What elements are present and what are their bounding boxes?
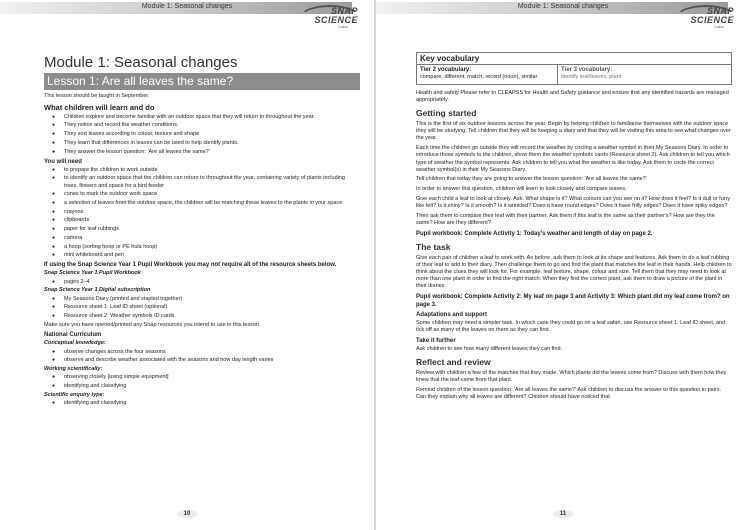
workbook-list [44,279,360,286]
tier3-cell [558,65,624,83]
module-title: Module 1: Seasonal changes [44,54,238,71]
vocabulary-box [416,52,732,85]
enquiry-list [44,400,360,407]
list-item: ● Resource sheet 1: Leaf ID sheet (optional) [64,304,360,311]
paragraph: Give each pair of children a leaf to work with. As before, ask them to look at its shape and features. Ask them to do a leaf rubbing of their leaf to add to their diary. Then challenge them to go and find the plant that matches the leaf in their hands. Help children to think about the clues they will look for. For example, leaf texture, shape, colour and size. Tell them that they may need to look at more than one plant in order to find the right match. When they find the correct plant, ask them to draw a picture of the plant in their diaries. [416,254,732,290]
intro-text: This lesson should be taught in September. [44,93,150,99]
logo-line1: SNAP [330,6,358,16]
workbook-note: If using the Snap Science Year 1 Pupil Workbook you may not require all of the resource sheets below. [44,262,337,269]
digital-heading: Snap Science Year 1 Digital subscription [44,287,151,294]
tier2-text: compare, different, match, record (noun), similar [420,74,538,81]
list-item: ● observing closely [using simple equipment] [64,374,360,381]
left-page [0,0,374,530]
paragraph: Remind children of the lesson question: 'Are all leaves the same?' Ask children to discuss the answer to this question in pairs. Can they explain why all leaves are different? Children should have noticed that [416,387,722,401]
reflect-heading: Reflect and review [416,357,491,368]
paragraph: Review with children a few of the matches that they made. Which plants did the leaves come from? Discuss with them how they knew that the leaf came from that plant. [416,370,727,384]
list-item: ● They notice and record the weather conditions. [64,122,360,129]
snap-science-logo [674,3,738,31]
page-number: 11 [376,502,750,520]
digital-list [44,296,360,321]
paragraph: Tell children that today they are going to answer the lesson question: 'Are all leaves the same?' [416,176,647,183]
workbook-heading: Snap Science Year 1 Pupil Workbook [44,270,141,277]
right-page [376,0,750,530]
vocabulary-heading: Key vocabulary [417,53,731,65]
list-item: ● clipboards [64,217,360,224]
header-title: Module 1: Seasonal changes [517,3,609,10]
lesson-title: Lesson 1: Are all leaves the same? [44,73,360,90]
list-item: ● observe changes across the four seasons [64,349,360,356]
paragraph: In order to answer this question, children will learn to look closely and compare leaves. [416,186,627,193]
need-list [44,167,360,260]
list-item: ● My Seasons Diary (printed and stapled together) [64,296,360,303]
logo-line3: Collins [713,25,724,29]
list-item: ● They learn that differences in leaves can be used to help identify plants. [64,140,360,147]
list-item: ● paper for leaf rubbings [64,226,360,233]
header-title: Module 1: Seasonal changes [141,3,233,10]
list-item: ● crayons [64,209,360,216]
list-item: ● Resource sheet 2: Weather symbols ID cards [64,313,360,320]
page-number: 10 [0,502,374,520]
list-item: ● Children explore and become familiar with an outdoor space that they will return to throughout the year. [64,114,360,121]
list-item: ● identifying and classifying [64,400,360,407]
right-content [416,52,732,404]
page-header [0,0,374,36]
list-item: ● a selection of leaves from the outdoor space, the children will be matching these leaves to the plants in your space [64,200,360,207]
list-item: ● They answer the lesson question: 'Are all leaves the same?' [64,149,360,156]
resources-note: Make sure you have opened/printed any Snap resources you intend to use in this lesson. [44,321,261,328]
paragraph: Ask children to see how many different leaves they can find. [416,346,563,353]
working-list [44,374,360,390]
working-heading: Working scientifically: [44,365,103,372]
list-item: ● pages 2–4 [64,279,360,286]
snap-science-logo [298,3,362,31]
tier3-text: identify leaf/leaves, plant [561,74,622,81]
list-item: ● to prepare the children to work outside [64,167,360,174]
getting-started-heading: Getting started [416,108,477,119]
list-item: ● They sort leaves according to colour, texture and shape. [64,131,360,138]
page-header [376,0,750,36]
left-content [44,54,360,409]
logo-line1: SNAP [706,6,734,16]
take-further-heading: Take it further [416,338,456,345]
paragraph: Then ask them to compare their leaf with their partner. Ask them if this leaf is the same as their partner's? How are they the same? How are they different? [416,212,715,226]
adaptations-heading: Adaptations and support [416,312,487,319]
task-heading: The task [416,241,451,252]
list-item: ● mini whiteboard and pen [64,252,360,259]
list-item: ● observe and describe weather associated with the seasons and how day length varies [64,357,360,364]
logo-line2: SCIENCE [314,15,358,25]
tier3-label: Tier 3 vocabulary: [561,67,613,74]
curriculum-heading: National Curriculum [44,332,102,339]
enquiry-heading: Scientific enquiry type: [44,391,105,398]
paragraph: Some children may need a simpler task. In which case they could go on a leaf safari, use Resource sheet 1: Leaf ID sheet, and tick off as many of the leaves on there as they can find. [416,320,726,334]
list-item: ● a hoop (sorting hoop or PE hula hoop) [64,244,360,251]
list-item: ● to identify an outdoor space that the children can return to throughout the year, containing variety of plants including trees, flowers and space for a bird feeder [64,175,360,189]
learn-list [44,114,360,156]
learn-heading: What children will learn and do [44,102,155,112]
list-item: ● camera [64,235,360,242]
need-heading: You will need [44,158,82,165]
conceptual-heading: Conceptual knowledge: [44,340,106,347]
activity-2-3-note: Pupil workbook: Complete Activity 2: My leaf on page 3 and Activity 3: Which plant did my leaf come from? on page 3. [416,294,730,309]
tier2-cell [417,65,558,83]
list-item: ● cones to mark the outdoor work space [64,191,360,198]
paragraph: Give each child a leaf to look at closely. Ask: What shape is it? What colours can you see on it? How does it feel? Is it dull or furry like felt? Is it shiny? Is it smooth? Is it wrinkled? Does it have round edges? Does it have frilly edges? Does it have spiky edges? [416,195,731,210]
conceptual-list [44,349,360,365]
list-item: ● identifying and classifying [64,383,360,390]
paragraph: This is the first of six outdoor lessons across the year. Begin by helping children to familiarise themselves with the outdoor space they will be studying. Tell children that they will be keeping a diary and that they will be visiting this area to see what changes over the year. [416,121,731,142]
activity-1-note: Pupil workbook: Complete Activity 1: Today's weather and length of day on page 2. [416,230,653,237]
logo-line2: SCIENCE [690,15,734,25]
tier2-label: Tier 2 vocabulary: [420,67,472,74]
paragraph: Each time the children go outside they will record the weather by circling a weather symbol in their My Seasons Diary. In order to introduce those symbols to the children, show them the weather symbols cards (Resource sheet 2). Ask children to tell you which type of weather the symbol represents. Ask children to tell you what the weather is like today. Ask them to circle the correct weather symbol(s) in their My Seasons Diary. [416,145,730,173]
logo-line3: Collins [337,25,348,29]
health-safety: Health and safety Please refer to CLEAPSS for Health and Safety guidance and ensure that any identified hazards are managed appropriately. [416,89,729,103]
